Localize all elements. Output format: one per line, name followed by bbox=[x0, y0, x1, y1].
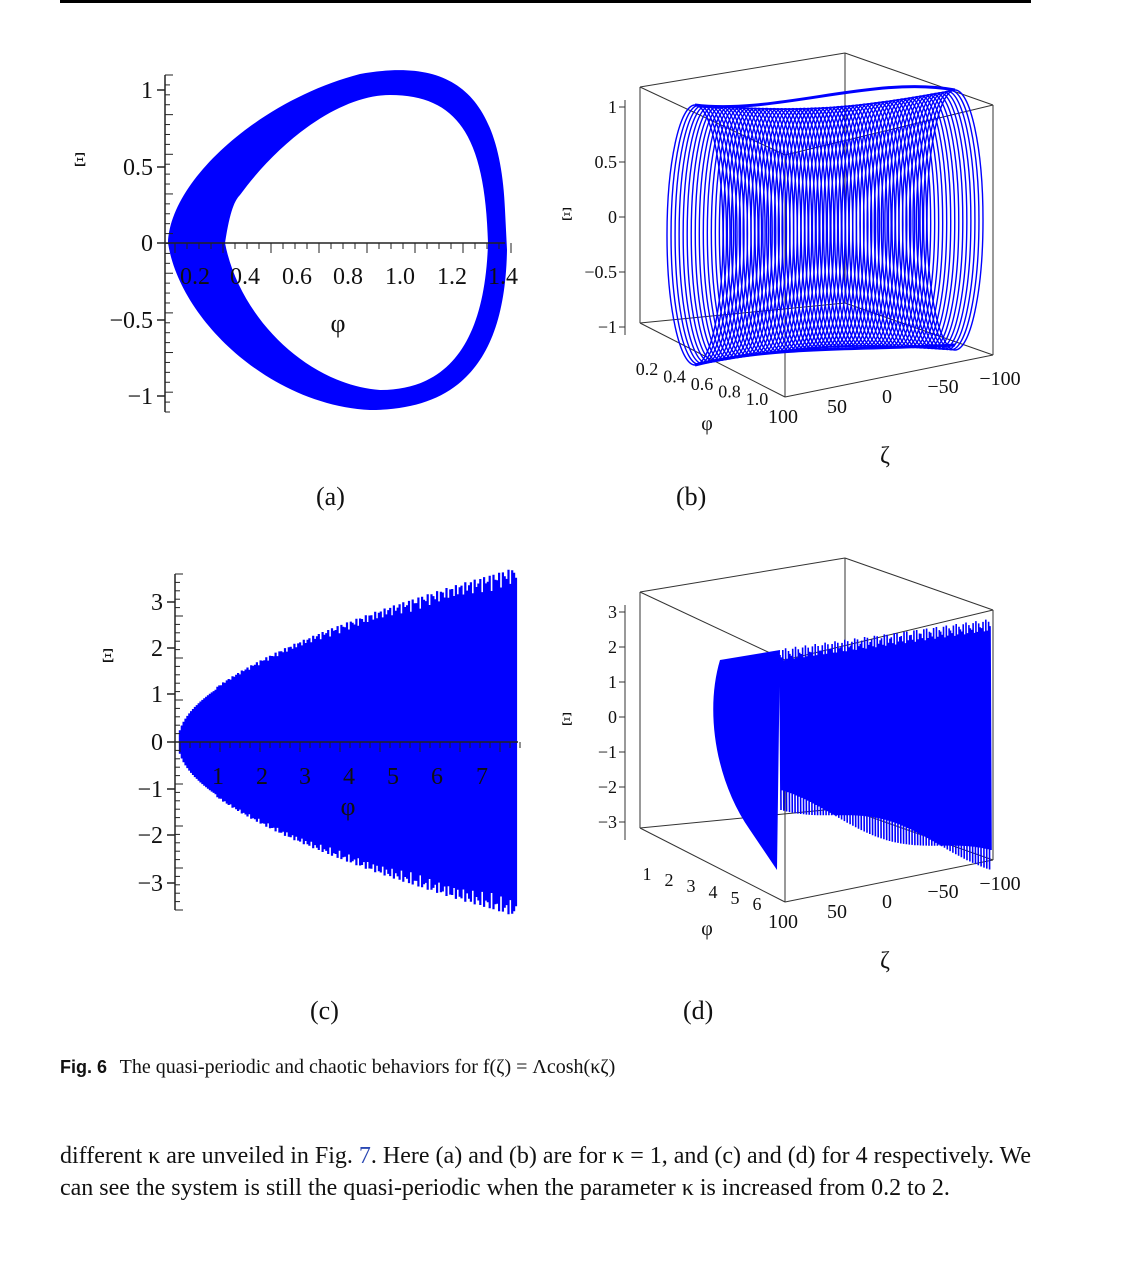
x-tick-label: 4 bbox=[708, 882, 718, 902]
y-tick-label: 1 bbox=[608, 672, 617, 692]
panel-d-label: (d) bbox=[683, 996, 714, 1025]
panel-c-label: (c) bbox=[310, 996, 339, 1025]
x-tick-label: 7 bbox=[476, 764, 488, 790]
z-tick-label: −100 bbox=[979, 873, 1021, 895]
x-tick-label: 4 bbox=[343, 764, 355, 790]
x-tick-label: 0.6 bbox=[282, 264, 312, 290]
z-axis-label: ζ bbox=[880, 443, 890, 469]
z-axis-label: ζ bbox=[880, 948, 890, 974]
x-axis-label: φ bbox=[701, 918, 713, 940]
y-tick-label: −0.5 bbox=[109, 308, 153, 334]
z-tick-label: −50 bbox=[927, 376, 959, 398]
trajectory-front-band bbox=[713, 650, 780, 870]
y-tick-label: −3 bbox=[597, 812, 617, 832]
y-tick-label: 0 bbox=[608, 707, 617, 727]
x-tick-label: 6 bbox=[431, 764, 443, 790]
x-tick-label: 2 bbox=[256, 764, 268, 790]
y-tick-label: −1 bbox=[127, 384, 153, 410]
x-tick-label: 1.0 bbox=[385, 264, 415, 290]
y-tick-label: 0 bbox=[608, 207, 617, 227]
x-tick-label: 1.4 bbox=[488, 264, 518, 290]
body-paragraph bbox=[60, 1140, 1031, 1204]
x-tick-label: 0.4 bbox=[663, 366, 686, 387]
body-text-part1: different κ are unveiled in Fig. bbox=[60, 1143, 359, 1169]
x-axis-label: φ bbox=[330, 309, 346, 338]
y-tick-label: −1 bbox=[597, 317, 617, 337]
panel-a bbox=[60, 60, 530, 440]
y-tick-label: 0 bbox=[141, 231, 153, 257]
box-edge bbox=[845, 558, 993, 610]
y-tick-label: 1 bbox=[608, 97, 617, 117]
x-tick-label: 5 bbox=[387, 764, 399, 790]
y-tick-label: −1 bbox=[597, 742, 617, 762]
caption-text: The quasi-periodic and chaotic behaviors for f(ζ) = Λcosh(κζ) bbox=[119, 1056, 616, 1078]
y-tick-label: 0.5 bbox=[123, 155, 153, 181]
z-tick-label: 100 bbox=[768, 406, 798, 428]
y-tick-label: 1 bbox=[141, 78, 153, 104]
x-tick-label: 0.4 bbox=[230, 264, 260, 290]
y-tick-label: 2 bbox=[151, 636, 163, 662]
y-axis-label: Ξ bbox=[561, 204, 573, 224]
x-tick-label: 0.6 bbox=[690, 374, 714, 394]
z-tick-label: 0 bbox=[882, 891, 892, 913]
y-tick-label: −2 bbox=[137, 823, 163, 849]
y-tick-label: 1 bbox=[151, 682, 163, 708]
y-tick-label: 3 bbox=[608, 602, 617, 622]
panel-a-plot bbox=[60, 60, 530, 440]
x-tick-label: 3 bbox=[299, 764, 311, 790]
box-edge bbox=[640, 53, 845, 87]
x-tick-label: 1 bbox=[642, 864, 652, 884]
x-tick-label: 0.2 bbox=[180, 264, 210, 290]
z-tick-label: 0 bbox=[882, 386, 892, 408]
x-tick-label: 2 bbox=[664, 870, 674, 890]
y-tick-label: −0.5 bbox=[584, 262, 617, 282]
panel-d bbox=[555, 550, 1035, 980]
x-axis-label: φ bbox=[340, 792, 356, 821]
x-tick-label: 1.0 bbox=[745, 389, 769, 409]
panel-c bbox=[90, 560, 540, 930]
box-edge bbox=[640, 592, 785, 660]
panel-d-plot bbox=[555, 550, 1035, 980]
x-tick-label: 6 bbox=[752, 894, 762, 914]
y-tick-label: 0 bbox=[151, 730, 163, 756]
x-axis-label: φ bbox=[701, 413, 713, 435]
y-axis-label: Ξ bbox=[561, 709, 573, 729]
y-axis-label: Ξ bbox=[101, 645, 115, 667]
x-tick-label: 0.8 bbox=[333, 264, 363, 290]
caption-label: Fig. 6 bbox=[60, 1057, 108, 1077]
x-tick-label: 0.2 bbox=[635, 359, 659, 379]
x-tick-label: 0.8 bbox=[718, 381, 741, 402]
z-tick-label: −100 bbox=[979, 368, 1021, 390]
top-rule bbox=[60, 0, 1031, 3]
x-tick-label: 3 bbox=[686, 876, 696, 896]
z-tick-label: 100 bbox=[768, 911, 798, 933]
y-tick-label: 3 bbox=[151, 590, 163, 616]
x-tick-label: 1.2 bbox=[437, 264, 467, 290]
chaotic-trajectory bbox=[780, 620, 991, 870]
y-tick-label: −3 bbox=[137, 871, 163, 897]
figure-caption bbox=[60, 1056, 615, 1079]
x-tick-label: 1 bbox=[212, 764, 224, 790]
y-tick-label: 2 bbox=[608, 637, 617, 657]
y-axis-label: Ξ bbox=[73, 149, 87, 171]
z-tick-label: 50 bbox=[827, 396, 847, 418]
phase-portrait-trace bbox=[168, 70, 507, 410]
panel-b bbox=[555, 45, 1035, 475]
panel-b-label: (b) bbox=[676, 482, 707, 511]
panel-c-plot bbox=[90, 560, 540, 930]
box-edge bbox=[640, 558, 845, 592]
x-tick-label: 5 bbox=[730, 888, 740, 908]
y-tick-label: −2 bbox=[597, 777, 617, 797]
panel-b-plot bbox=[555, 45, 1035, 475]
y-tick-label: 0.5 bbox=[594, 152, 617, 172]
figure-reference-link[interactable]: 7 bbox=[358, 1143, 371, 1169]
z-tick-label: −50 bbox=[927, 881, 959, 903]
z-tick-label: 50 bbox=[827, 901, 847, 923]
panel-a-label: (a) bbox=[316, 482, 345, 511]
body-text-part2: . Here (a) and (b) are for κ = 1, and (c) and (d) for 4 respectively. We can see the system is still the quasi-periodic when the parameter κ is increased from 0.2 to 2. bbox=[60, 1143, 1032, 1201]
y-tick-label: −1 bbox=[137, 777, 163, 803]
